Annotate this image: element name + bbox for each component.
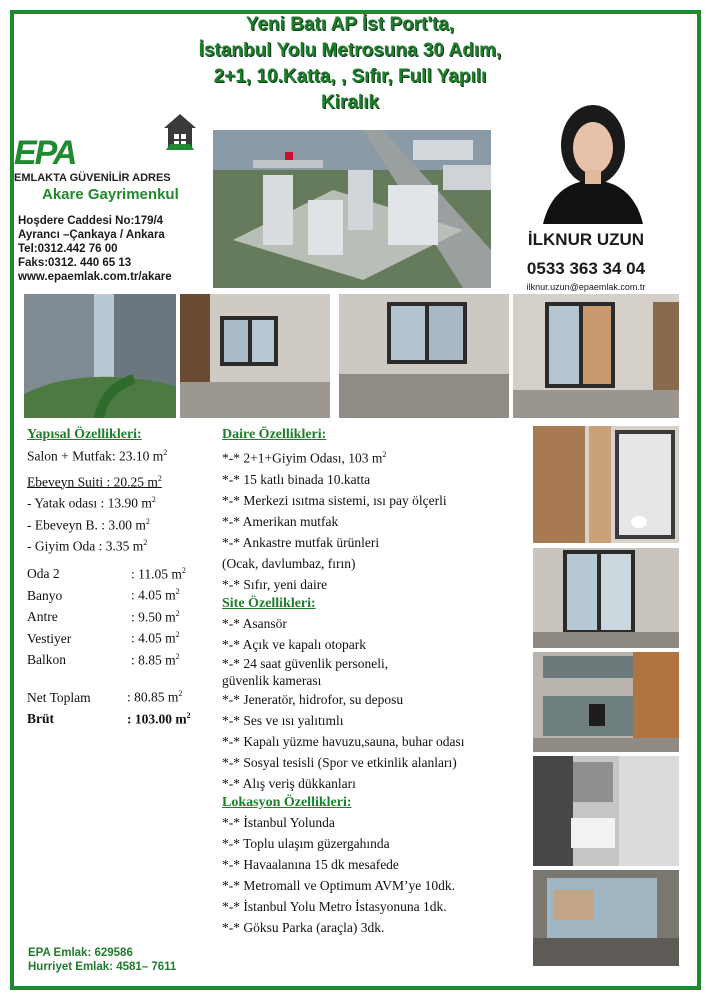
list-item: *-* Sıfır, yeni daire	[222, 576, 328, 592]
structural-row: Ebeveyn Suiti : 20.25 $m^2$	[27, 473, 162, 489]
list-item: *-* Sosyal tesisli (Spor ve etkinlik alanları)	[222, 754, 457, 770]
room-row: Vestiyer : 4.05 $m^2$	[27, 630, 180, 646]
list-item: *-* Amerikan mutfak	[222, 513, 339, 529]
structural-row: Salon + Mutfak: 23.10 $m^2$	[27, 448, 168, 464]
structural-row: - Giyim Oda : 3.35 $m^2$	[27, 538, 148, 554]
list-item: *-* 24 saat güvenlik personeli,	[222, 655, 389, 671]
list-item: *-* Ses ve ısı yalıtımlı	[222, 712, 344, 728]
room-photo-2	[339, 294, 509, 418]
house-icon	[160, 112, 200, 152]
room-photo-1	[180, 294, 330, 418]
listing-numbers	[28, 946, 176, 974]
structural-row: - Ebeveyn B. : 3.00 $m^2$	[27, 516, 150, 532]
room-row: Antre : 9.50 $m^2$	[27, 608, 180, 624]
wardrobe-bath-photo	[533, 426, 679, 543]
list-item: *-* Açık ve kapalı otopark	[222, 636, 366, 652]
location-features-header: Lokasyon Özellikleri:	[222, 794, 352, 810]
agent-email[interactable]: ilknur.uzun@epaemlak.com.tr	[526, 282, 646, 292]
list-item: *-* Kapalı yüzme havuzu,sauna, buhar odası	[222, 733, 465, 749]
site-features-header: Site Özellikleri:	[222, 595, 316, 611]
list-item: *-* Göksu Parka (araçla) 3dk.	[222, 919, 385, 935]
room-row: Banyo : 4.05 $m^2$	[27, 587, 180, 603]
list-item: *-* Toplu ulaşım güzergahında	[222, 835, 390, 851]
building-exterior-photo	[24, 294, 176, 418]
address-line-2: Ayrancı –Çankaya / Ankara	[18, 229, 165, 241]
list-item: *-* Asansör	[222, 615, 287, 631]
net-total-row: Net Toplam : 80.85 $m^2$	[27, 689, 183, 705]
office-phone: Tel:0312.442 76 00	[18, 243, 118, 255]
list-item: (Ocak, davlumbaz, fırın)	[222, 555, 356, 571]
structural-row: - Yatak odası : 13.90 $m^2$	[27, 495, 156, 511]
list-item: *-* 2+1+Giyim Odası, 103 $m^2$	[222, 450, 387, 466]
list-item: *-* Alış veriş dükkanları	[222, 775, 356, 791]
agent-photo	[533, 100, 651, 224]
balcony-view-photo	[533, 870, 679, 966]
room-row: Oda 2 : 11.05 $m^2$	[27, 565, 186, 581]
list-item: *-* Jeneratör, hidrofor, su deposu	[222, 691, 404, 707]
bathroom-photo	[533, 756, 679, 866]
room-photo-3	[513, 294, 679, 418]
logo-brand: EPA	[14, 134, 76, 172]
features-section	[222, 426, 527, 938]
list-item: *-* Merkezi ısıtma sistemi, ısı pay ölçerli	[222, 492, 447, 508]
office-fax: Faks:0312. 440 65 13	[18, 257, 132, 269]
gross-total-row: Brüt : 103.00 $m^2$	[27, 710, 191, 726]
list-item: güvenlik kamerası	[222, 672, 322, 688]
list-item: *-* 15 katlı binada 10.katta	[222, 471, 371, 487]
office-address	[18, 214, 172, 284]
structural-section	[27, 426, 212, 728]
list-item: *-* Ankastre mutfak ürünleri	[222, 534, 380, 550]
flat-features-header: Daire Özellikleri:	[222, 427, 327, 442]
title-line-3: 2+1, 10.Katta, , Sıfır, Full Yapılı	[213, 66, 487, 87]
list-item: *-* Metromall ve Optimum AVM’ye 10dk.	[222, 877, 455, 893]
epa-listing-number: EPA Emlak: 629586	[28, 947, 133, 959]
title-line-2: İstanbul Yolu Metrosuna 30 Adım,	[198, 40, 502, 61]
title-line-1: Yeni Batı AP İst Port'ta,	[245, 14, 455, 35]
aerial-site-photo	[213, 130, 491, 288]
epa-logo	[14, 112, 199, 203]
office-website[interactable]: www.epaemlak.com.tr/akare	[18, 271, 172, 283]
balcony-door-photo	[533, 548, 679, 648]
agent-name: İLKNUR UZUN	[527, 230, 645, 249]
list-item: *-* Havaalanına 15 dk mesafede	[222, 856, 399, 872]
address-line-1: Hoşdere Caddesi No:179/4	[18, 215, 164, 227]
list-item: *-* İstanbul Yolunda	[222, 814, 335, 830]
logo-office: Akare Gayrimenkul	[42, 186, 179, 203]
title-line-4: Kiralık	[320, 92, 380, 113]
list-item: *-* İstanbul Yolu Metro İstasyonuna 1dk.	[222, 898, 447, 914]
structural-header: Yapısal Özellikleri:	[27, 427, 142, 442]
hurriyet-listing-number: Hurriyet Emlak: 4581– 7611	[28, 961, 177, 973]
room-row: Balkon : 8.85 $m^2$	[27, 651, 180, 667]
kitchen-photo	[533, 652, 679, 752]
agent-phone[interactable]: 0533 363 34 04	[526, 259, 646, 278]
logo-tagline: EMLAKTA GÜVENİLİR ADRES	[14, 172, 171, 184]
